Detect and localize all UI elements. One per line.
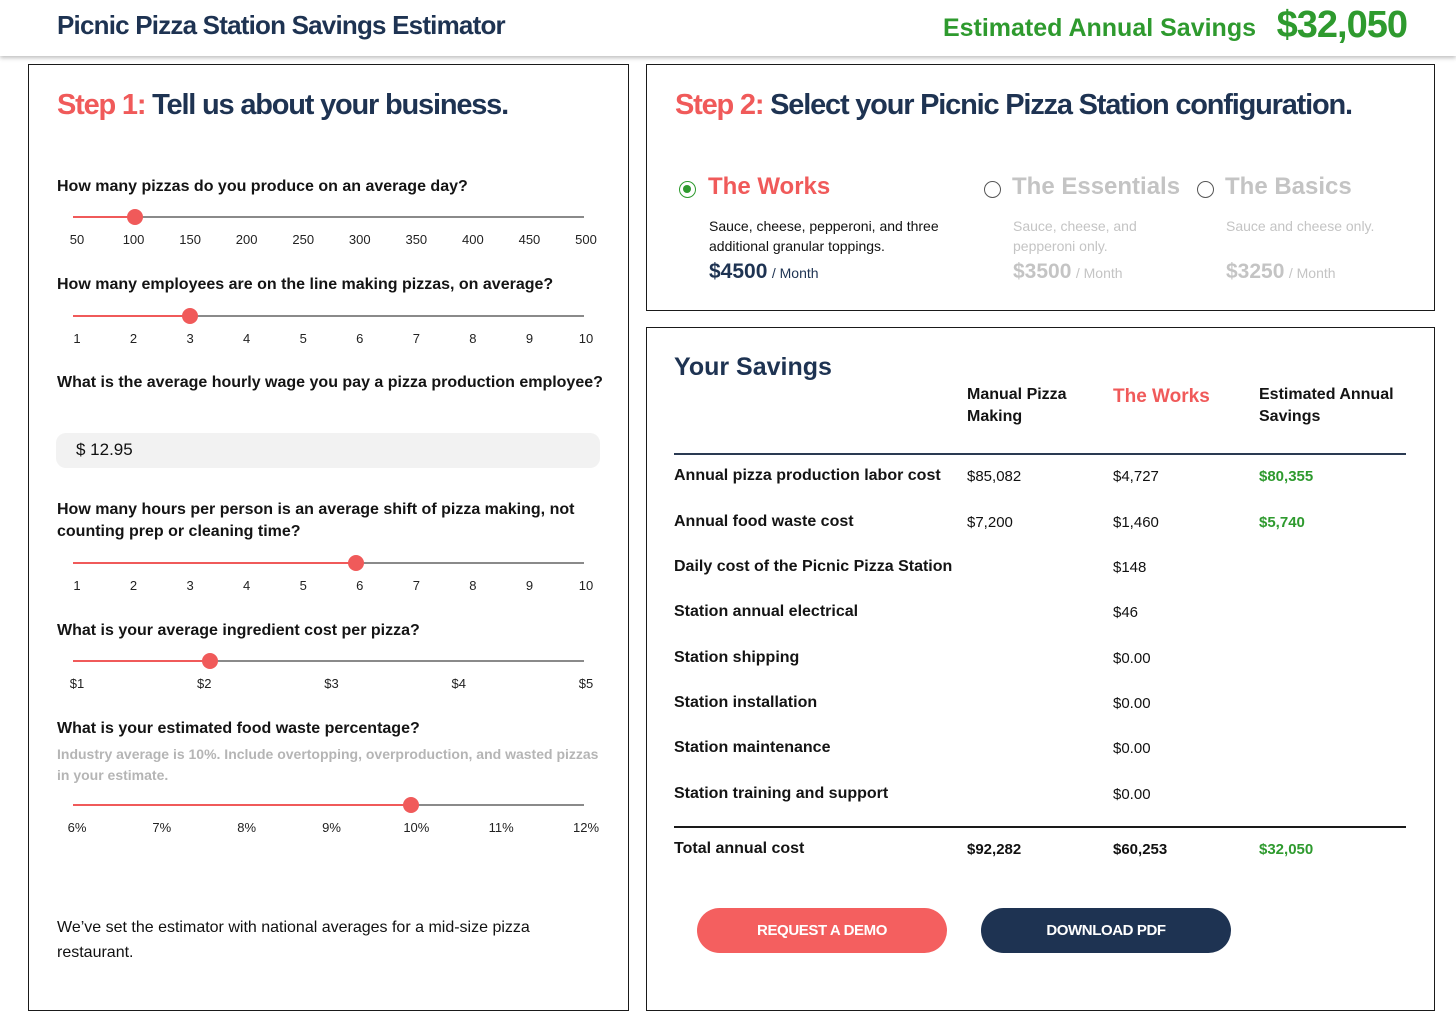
option-price-amount: $3500: [1013, 260, 1072, 283]
tick-label: 3: [186, 578, 194, 593]
table-row: [647, 558, 1436, 582]
hours-question: How many hours per person is an average shift of pizza making, not counting prep or cleaning time?: [57, 501, 575, 540]
tick-label: 10: [578, 331, 594, 346]
top-bar: [0, 0, 1456, 56]
option-description: Sauce, cheese, and pepperoni only.: [1013, 218, 1137, 254]
wage-question: What is the average hourly wage you pay a pizza production employee?: [57, 374, 603, 391]
estimated-savings-label: Estimated Annual Savings: [942, 14, 1256, 42]
tick-label: 10%: [403, 820, 430, 835]
slider-track: [73, 216, 584, 218]
option-description: Sauce, cheese, pepperoni, and three additional granular toppings.: [709, 218, 939, 254]
total-works: $60,253: [1113, 841, 1168, 858]
tick-label: 8: [469, 331, 477, 346]
row-works: $148: [1113, 559, 1147, 576]
col-head-works: The Works: [1113, 386, 1210, 407]
step2-title: Select your Picnic Pizza Station configuration.: [763, 89, 1352, 121]
pizzas-slider[interactable]: [73, 209, 584, 225]
estimated-savings-value: $32,050: [1276, 4, 1407, 46]
tick-label: 50: [69, 232, 85, 247]
tick-label: 9: [525, 578, 534, 593]
tick-label: 12%: [572, 820, 600, 835]
tick-label: 2: [129, 331, 138, 346]
employees-slider[interactable]: [73, 308, 584, 324]
hours-slider[interactable]: [73, 555, 584, 571]
slider-fill: [73, 315, 190, 317]
ingredient-question: What is your average ingredient cost per pizza?: [57, 622, 420, 639]
tick-label: 300: [348, 232, 371, 247]
step1-title: Tell us about your business.: [145, 89, 508, 121]
col-head-manual: Manual Pizza Making: [967, 386, 1067, 425]
option-price: [1013, 260, 1123, 284]
row-label: Station training and support: [674, 785, 889, 802]
step2-number: Step 2:: [675, 89, 764, 121]
total-savings: $32,050: [1259, 841, 1314, 858]
slider-fill: [73, 216, 135, 218]
tick-label: 8%: [237, 820, 257, 835]
waste-question: What is your estimated food waste percentage?: [57, 720, 420, 737]
radio-selected-icon[interactable]: [679, 181, 696, 198]
tick-label: 6%: [67, 820, 87, 835]
employees-question: How many employees are on the line making pizzas, on average?: [57, 276, 554, 293]
slider-fill: [73, 562, 356, 564]
slider-fill: [73, 804, 411, 806]
row-label: Station installation: [674, 694, 818, 711]
tick-label: 9: [525, 331, 534, 346]
row-label: Annual food waste cost: [674, 513, 854, 530]
tick-label: $1: [69, 676, 85, 691]
total-manual: $92,282: [967, 841, 1022, 858]
row-works: $0.00: [1113, 650, 1151, 667]
table-row: [647, 603, 1436, 627]
radio-unselected-icon[interactable]: [984, 181, 1001, 198]
option-title: The Works: [708, 173, 831, 200]
col-head-savings: Estimated Annual Savings: [1259, 386, 1394, 425]
tick-label: 1: [73, 331, 81, 346]
tick-label: 11%: [488, 820, 514, 835]
tick-label: 6: [356, 578, 364, 593]
slider-fill: [73, 660, 210, 662]
row-label: Station shipping: [674, 649, 800, 666]
tick-label: 100: [122, 232, 145, 247]
waste-ticks: [67, 820, 600, 838]
employees-ticks: [71, 331, 592, 349]
tick-label: 350: [405, 232, 428, 247]
tick-label: 8: [469, 578, 477, 593]
table-divider: [674, 453, 1406, 455]
option-price: [709, 260, 819, 284]
request-demo-button[interactable]: REQUEST A DEMO: [697, 908, 947, 953]
option-title: The Basics: [1225, 173, 1352, 200]
wage-input[interactable]: [56, 433, 600, 468]
step1-number: Step 1:: [57, 89, 146, 121]
row-savings: $80,355: [1259, 468, 1314, 485]
row-works: $1,460: [1113, 514, 1159, 531]
tick-label: 150: [179, 232, 201, 247]
tick-label: 3: [186, 331, 194, 346]
tick-label: 4: [243, 578, 251, 593]
tick-label: 2: [129, 578, 138, 593]
table-row: [647, 513, 1436, 537]
table-row: [647, 649, 1436, 673]
row-manual: $85,082: [967, 468, 1022, 485]
pizzas-ticks: [69, 232, 597, 250]
step2-heading: [675, 89, 1352, 122]
waste-hint: Industry average is 10%. Include overtopping, overproduction, and wasted pizzas in your estimate.: [57, 746, 599, 783]
row-works: $0.00: [1113, 695, 1151, 712]
row-works: $4,727: [1113, 468, 1159, 485]
pizzas-question: How many pizzas do you produce on an average day?: [57, 178, 468, 195]
table-row: [647, 785, 1436, 809]
step2-panel: [646, 64, 1435, 311]
tick-label: 1: [73, 578, 81, 593]
tick-label: 7: [412, 331, 420, 346]
tick-label: 450: [518, 232, 541, 247]
slider-thumb[interactable]: [202, 653, 218, 669]
tick-label: 7%: [152, 820, 172, 835]
tick-label: $5: [578, 676, 594, 691]
savings-panel: [646, 327, 1435, 1011]
tick-label: 200: [235, 232, 258, 247]
tick-label: $3: [324, 676, 339, 691]
row-label: Daily cost of the Picnic Pizza Station: [674, 558, 953, 575]
row-manual: $7,200: [967, 514, 1013, 531]
tick-label: 250: [292, 232, 315, 247]
tick-label: $4: [451, 676, 466, 691]
row-works: $0.00: [1113, 786, 1151, 803]
step1-panel: [28, 64, 629, 1011]
slider-thumb[interactable]: [182, 308, 198, 324]
ingredient-slider[interactable]: [73, 653, 584, 669]
hours-ticks: [71, 578, 592, 596]
table-row: [647, 739, 1436, 763]
slider-thumb[interactable]: [348, 555, 364, 571]
slider-thumb[interactable]: [127, 209, 143, 225]
tick-label: 400: [462, 232, 484, 247]
option-description: Sauce and cheese only.: [1226, 218, 1375, 234]
total-label: Total annual cost: [674, 840, 805, 857]
row-label: Annual pizza production labor cost: [674, 467, 941, 484]
row-label: Station annual electrical: [674, 603, 859, 620]
option-price-unit: / Month: [771, 265, 819, 281]
option-price-unit: / Month: [1288, 265, 1336, 281]
tick-label: 4: [243, 331, 251, 346]
tick-label: 6: [356, 331, 364, 346]
option-price-amount: $4500: [709, 260, 768, 283]
tick-label: 7: [412, 578, 420, 593]
ingredient-ticks: [71, 676, 592, 694]
tick-label: 9%: [322, 820, 341, 835]
row-label: Station maintenance: [674, 739, 831, 756]
row-savings: $5,740: [1259, 514, 1305, 531]
option-price-unit: / Month: [1075, 265, 1123, 281]
download-pdf-button[interactable]: DOWNLOAD PDF: [981, 908, 1231, 953]
app-title: Picnic Pizza Station Savings Estimator: [57, 10, 505, 40]
estimator-footnote: We’ve set the estimator with national averages for a mid-size pizza restaurant.: [57, 919, 530, 961]
tick-label: 5: [299, 578, 307, 593]
step1-heading: [57, 89, 508, 122]
wage-value: $ 12.95: [76, 440, 133, 459]
waste-slider[interactable]: [73, 797, 584, 813]
option-title: The Essentials: [1012, 173, 1181, 200]
table-row: [647, 694, 1436, 718]
savings-title: Your Savings: [674, 353, 832, 381]
row-works: $0.00: [1113, 740, 1151, 757]
tick-label: $2: [197, 676, 212, 691]
tick-label: 10: [578, 578, 594, 593]
tick-label: 5: [299, 331, 307, 346]
option-price-amount: $3250: [1226, 260, 1285, 283]
table-divider: [674, 826, 1406, 828]
radio-unselected-icon[interactable]: [1197, 181, 1214, 198]
row-works: $46: [1113, 604, 1139, 621]
option-price: [1226, 260, 1336, 284]
total-row: [647, 840, 1436, 864]
table-row: [647, 467, 1436, 491]
slider-thumb[interactable]: [403, 797, 419, 813]
tick-label: 500: [575, 232, 597, 247]
